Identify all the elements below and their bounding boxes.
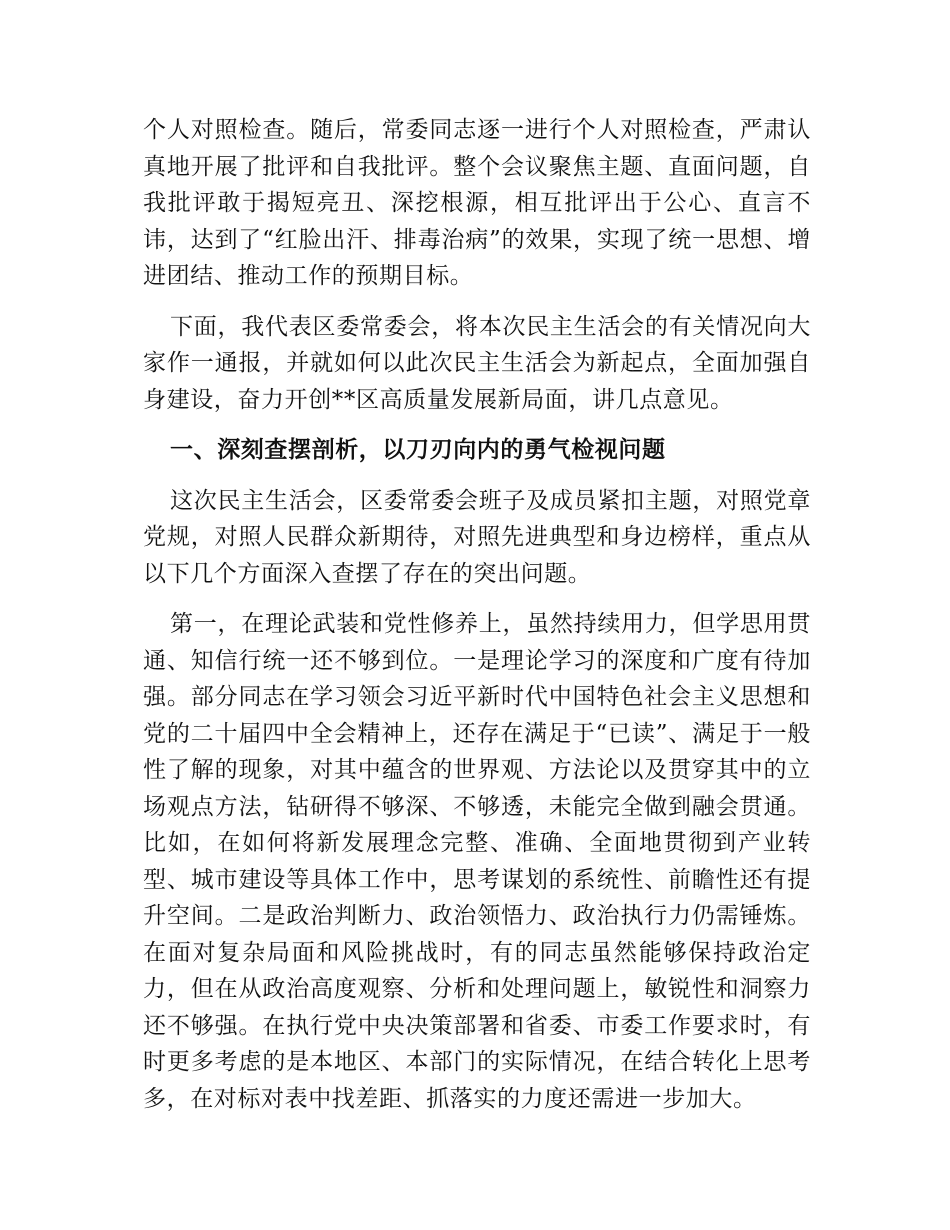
- document-page: [143, 112, 811, 1131]
- section-heading-1: 一、深刻查摆剖析，以刀刃向内的勇气检视问题: [170, 436, 666, 463]
- paragraph-introduction: 下面，我代表区委常委会，将本次民主生活会的有关情况向大家作一通报，并就如何以此次民主生活会为新起点，全面加强自身建设，奋力开创**区高质量发展新局面，讲几点意见。: [143, 313, 811, 413]
- paragraph-first-issue: 第一，在理论武装和党性修养上，虽然持续用力，但学思用贯通、知信行统一还不够到位。一是理论学习的深度和广度有待加强。部分同志在学习领会习近平新时代中国特色社会主义思想和党的二十届四中全会精神上，还存在满足于“已读”、满足于一般性了解的现象，对其中蕴含的世界观、方法论以及贯穿其中的立场观点方法，钻研得不够深、不够透，未能完全做到融会贯通。比如，在如何将新发展理念完整、准确、全面地贯彻到产业转型、城市建设等具体工作中，思考谋划的系统性、前瞻性还有提升空间。二是政治判断力、政治领悟力、政治执行力仍需锤炼。在面对复杂局面和风险挑战时，有的同志虽然能够保持政治定力，但在从政治高度观察、分析和处理问题上，敏锐性和洞察力还不够强。在执行党中央决策部署和省委、市委工作要求时，有时更多考虑的是本地区、本部门的实际情况，在结合转化上思考多，在对标对表中找差距、抓落实的力度还需进一步加大。: [143, 611, 811, 1112]
- paragraph-meeting-summary: 个人对照检查。随后，常委同志逐一进行个人对照检查，严肃认真地开展了批评和自我批评。整个会议聚焦主题、直面问题，自我批评敢于揭短亮丑、深挖根源，相互批评出于公心、直言不讳，达到了“红脸出汗、排毒治病”的效果，实现了统一思想、增进团结、推动工作的预期目标。: [143, 117, 811, 289]
- paragraph-problem-overview: 这次民主生活会，区委常委会班子及成员紧扣主题，对照党章党规，对照人民群众新期待，对照先进典型和身边榜样，重点从以下几个方面深入查摆了存在的突出问题。: [143, 487, 811, 587]
